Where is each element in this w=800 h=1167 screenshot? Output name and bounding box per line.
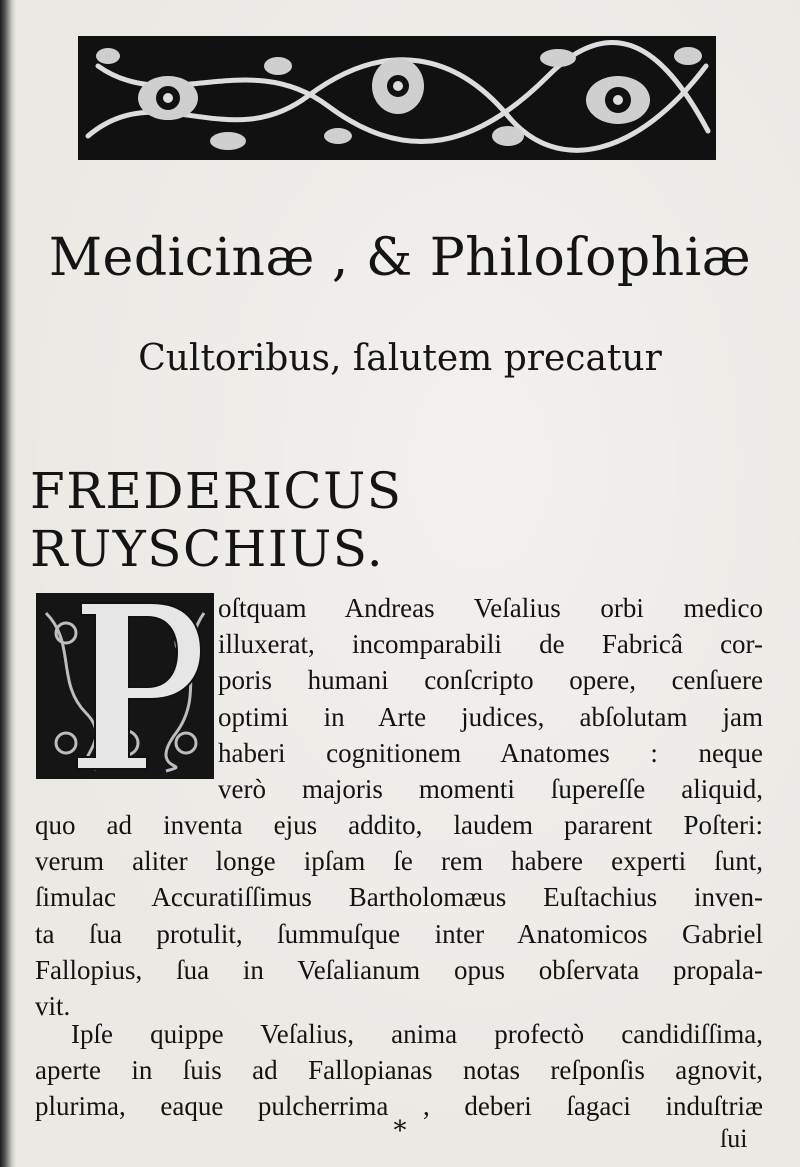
catchword: ſui [720,1124,748,1153]
dedication-subtitle: Cultoribus, ſalutem precatur [138,338,662,379]
text-line: Fallopius, ſua in Veſalianum opus obſervata propala- [35,954,763,985]
text-line: ſimulac Accuratiſſimus Bartholomæus Euſtachius inven- [35,882,763,913]
text-line: poris humani conſcripto opere, cenſuere [218,665,763,696]
text-line: verò majoris momenti ſupereſſe aliquid, [218,774,763,805]
paragraph-1-continued [35,807,763,1024]
binding-shadow [0,0,16,1167]
text-line: Ipſe quippe Veſalius, anima profectò candidiſſima, [71,1019,763,1049]
paragraph-1-indented [218,590,763,807]
text-line: verum aliter longe ipſam ſe rem habere experti ſunt, [35,846,763,877]
decorated-initial-p [36,593,214,779]
text-line: ta ſua protulit, ſummuſque inter Anatomicos Gabriel [35,918,763,949]
headpiece-ornament [78,36,716,160]
text-line: illuxerat, incomparabili de Fabricâ cor- [218,629,763,660]
text-line: quo ad inventa ejus addito, laudem pararent Poſteri: [35,810,763,840]
text-line: haberi cognitionem Anatomes : neque [218,737,763,768]
author-name: FREDERICUS RUYSCHIUS. [30,462,403,578]
text-line: optimi in Arte judices, abſolutam jam [218,701,763,732]
text-line: aperte in ſuis ad Fallopianas notas reſponſis agnovit, [35,1055,763,1086]
text-line: plurima, eaque pulcherrima , deberi ſagaci induſtriæ [35,1091,763,1122]
paragraph-2 [35,1016,763,1125]
dedication-title: Medicinæ , & Philoſophiæ [48,228,752,288]
text-line: vit. [35,991,71,1022]
signature-mark: * [393,1116,407,1146]
text-line: oſtquam Andreas Veſalius orbi medico [218,593,763,623]
